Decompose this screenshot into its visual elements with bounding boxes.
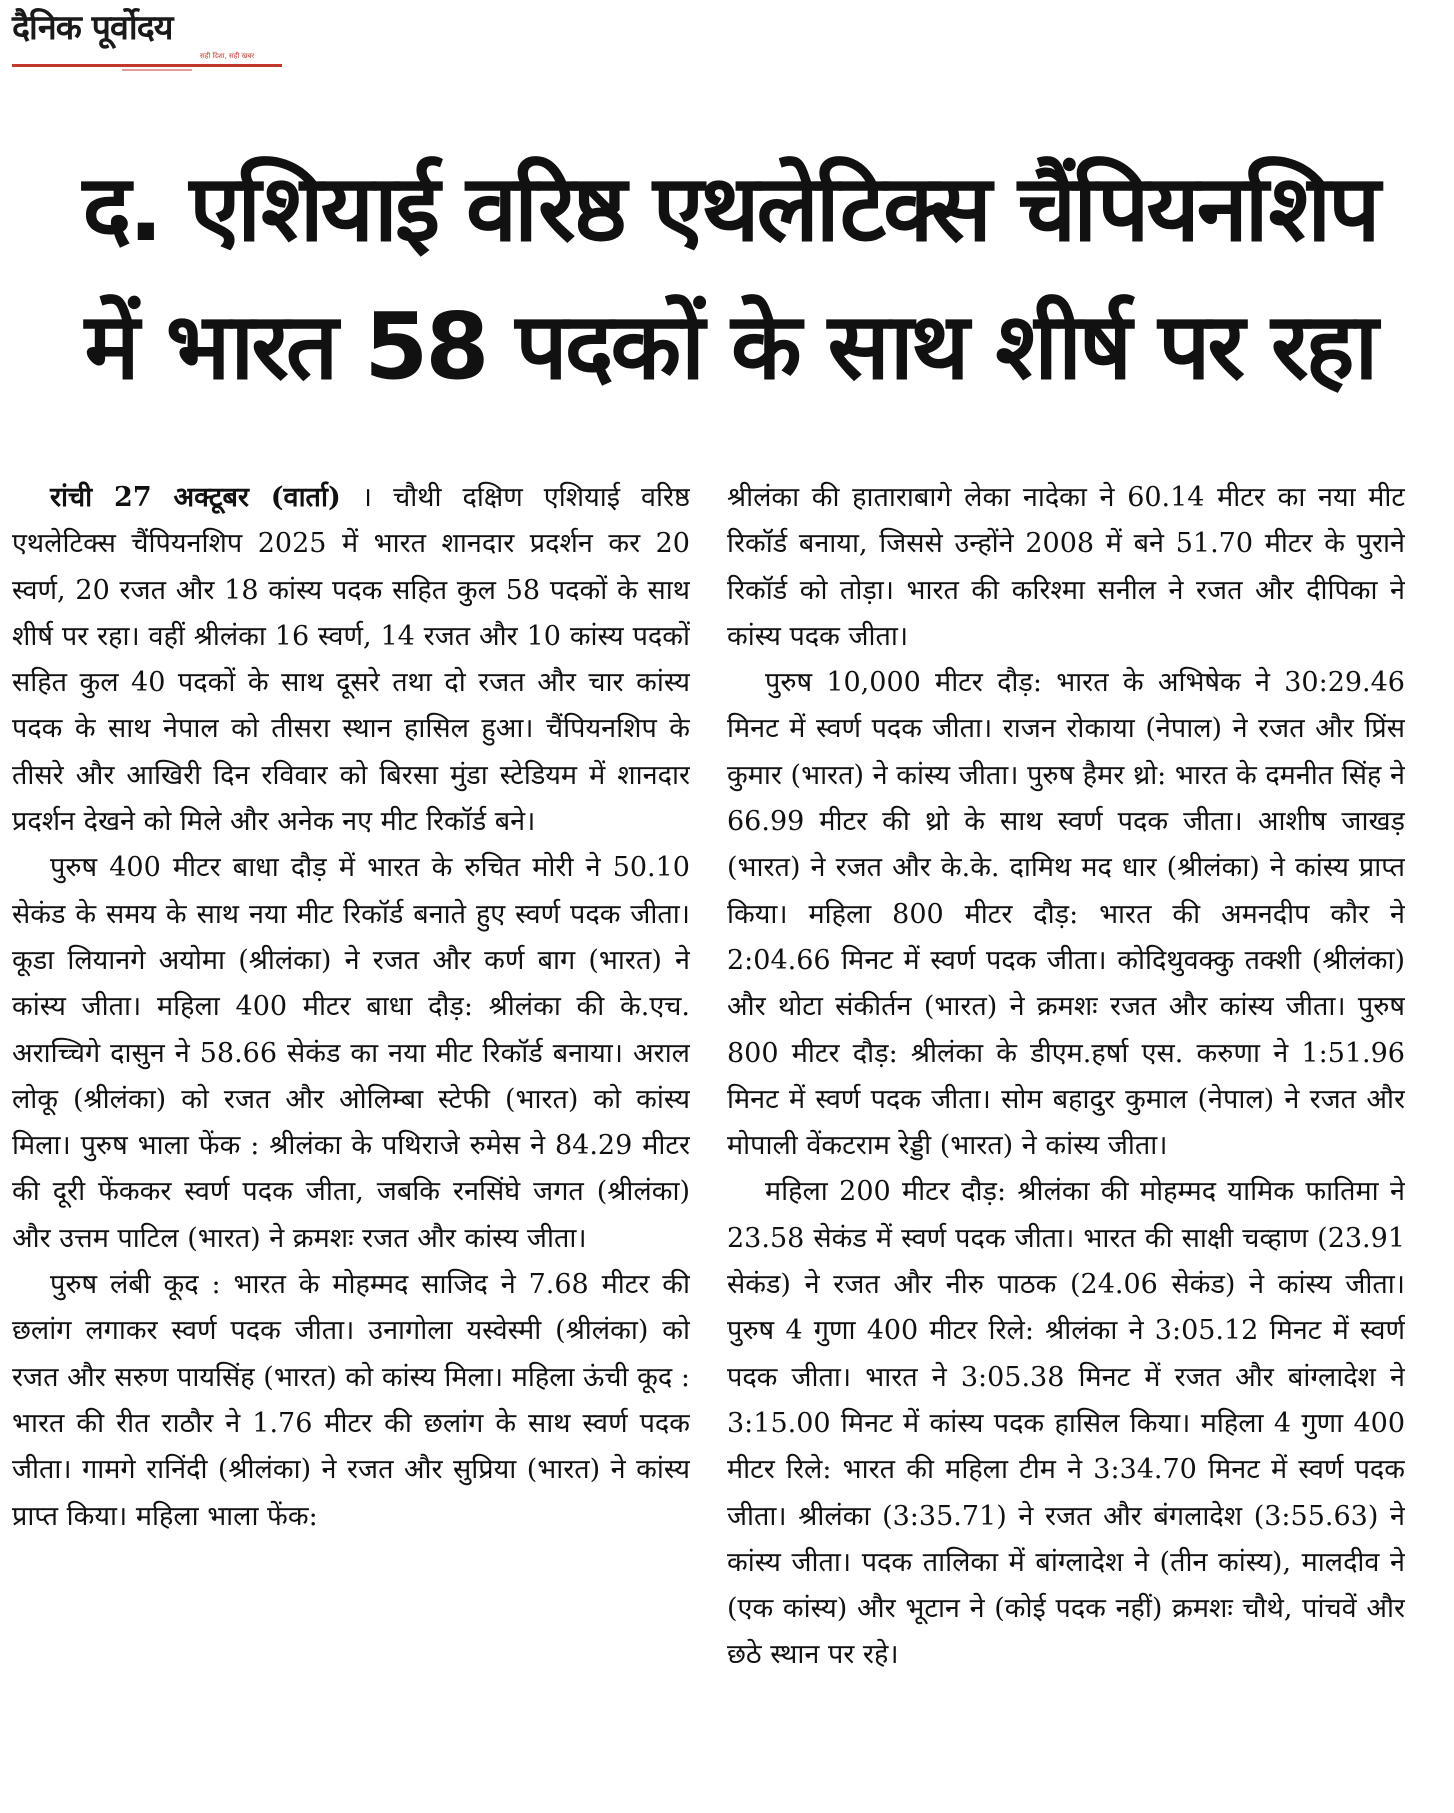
article-paragraph: श्रीलंका की हाताराबागे लेका नादेका ने 60.14 मीटर का नया मीट रिकॉर्ड बनाया, जिससे उन्होंने 2008 में बने 51.70 मीटर के पुराने रिकॉर्ड को तोड़ा। भारत की करिश्मा सनील ने रजत और दीपिका ने कांस्य पदक जीता। (727, 482, 1405, 652)
article-column-left (12, 475, 690, 1810)
masthead (12, 6, 292, 76)
article-column-right (727, 475, 1405, 1810)
article-paragraph: पुरुष 10,000 मीटर दौड़: भारत के अभिषेक ने 30:29.46 मिनट में स्वर्ण पदक जीता। राजन रोकाया (नेपाल) ने रजत और प्रिंस कुमार (भारत) ने कांस्य जीता। पुरुष हैमर थ्रो: भारत के दमनीत सिंह ने 66.99 मीटर की थ्रो के साथ स्वर्ण पदक जीता। आशीष जाखड़ (भारत) ने रजत और के.के. दामिथ मद धार (श्रीलंका) ने कांस्य प्राप्त किया। महिला 800 मीटर दौड़: भारत की अमनदीप कौर ने 2:04.66 मिनट में स्वर्ण पदक जीता। कोदिथुवक्कु तक्शी (श्रीलंका) और थोटा संकीर्तन (भारत) ने क्रमशः रजत और कांस्य जीता। पुरुष 800 मीटर दौड़: श्रीलंका के डीएम.हर्षा एस. करुणा ने 1:51.96 मिनट में स्वर्ण पदक जीता। सोम बहादुर कुमाल (नेपाल) ने रजत और मोपाली वेंकटराम रेड्डी (भारत) ने कांस्य जीता। (727, 667, 1405, 1162)
article-paragraph: पुरुष लंबी कूद : भारत के मोहम्मद साजिद ने 7.68 मीटर की छलांग लगाकर स्वर्ण पदक जीता। उनागोला यस्वेस्मी (श्रीलंका) को रजत और सरुण पायसिंह (भारत) को कांस्य मिला। महिला ऊंची कूद : भारत की रीत राठौर ने 1.76 मीटर की छलांग के साथ स्वर्ण पदक जीता। गामगे रानिंदी (श्रीलंका) ने रजत और सुप्रिया (भारत) ने कांस्य प्राप्त किया। महिला भाला फेंक: (12, 1269, 690, 1532)
dateline: रांची 27 अक्टूबर (वार्ता) (50, 482, 341, 513)
newspaper-logo: दैनिक पूर्वोदय (12, 8, 173, 48)
masthead-rule-small (122, 69, 192, 71)
newspaper-tagline: सही दिशा, सही खबर (200, 52, 255, 60)
article-headline (30, 140, 1430, 416)
masthead-rule (12, 64, 282, 67)
article-paragraph (12, 475, 690, 845)
headline-line-1: द. एशियाई वरिष्ठ एथलेटिक्स चैंपियनशिप (82, 155, 1378, 262)
article-paragraph: महिला 200 मीटर दौड़: श्रीलंका की मोहम्मद यामिक फातिमा ने 23.58 सेकंड में स्वर्ण पदक जीता। भारत की साक्षी चव्हाण (23.91 सेकंड) ने रजत और नीरु पाठक (24.06 सेकंड) ने कांस्य जीता। पुरुष 4 गुणा 400 मीटर रिले: श्रीलंका ने 3:05.12 मिनट में स्वर्ण पदक जीता। भारत ने 3:05.38 मिनट में रजत और बांग्लादेश ने 3:15.00 मिनट में कांस्य पदक हासिल किया। महिला 4 गुणा 400 मीटर रिले: भारत की महिला टीम ने 3:34.70 मिनट में स्वर्ण पदक जीता। श्रीलंका (3:35.71) ने रजत और बंगलादेश (3:55.63) ने कांस्य जीता। पदक तालिका में बांग्लादेश ने (तीन कांस्य), मालदीव ने (एक कांस्य) और भूटान ने (कोई पदक नहीं) क्रमशः चौथे, पांचवें और छठे स्थान पर रहे। (727, 1176, 1405, 1671)
paragraph-text: । चौथी दक्षिण एशियाई वरिष्ठ एथलेटिक्स चैंपियनशिप 2025 में भारत शानदार प्रदर्शन कर 20 स्वर्ण, 20 रजत और 18 कांस्य पदक सहित कुल 58 पदकों के साथ शीर्ष पर रहा। वहीं श्रीलंका 16 स्वर्ण, 14 रजत और 10 कांस्य पदकों सहित कुल 40 पदकों के साथ दूसरे तथा दो रजत और चार कांस्य पदक के साथ नेपाल को तीसरा स्थान हासिल हुआ। चैंपियनशिप के तीसरे और आखिरी दिन रविवार को बिरसा मुंडा स्टेडियम में शानदार प्रदर्शन देखने को मिले और अनेक नए मीट रिकॉर्ड बने। (12, 482, 690, 838)
headline-line-2: में भारत 58 पदकों के साथ शीर्ष पर रहा (84, 293, 1376, 400)
article-paragraph: पुरुष 400 मीटर बाधा दौड़ में भारत के रुचित मोरी ने 50.10 सेकंड के समय के साथ नया मीट रिकॉर्ड बनाते हुए स्वर्ण पदक जीता। कूडा लियानगे अयोमा (श्रीलंका) ने रजत और कर्ण बाग (भारत) ने कांस्य जीता। महिला 400 मीटर बाधा दौड़: श्रीलंका की के.एच. अराच्चिगे दासुन ने 58.66 सेकंड का नया मीट रिकॉर्ड बनाया। अराल लोकू (श्रीलंका) को रजत और ओलिम्बा स्टेफी (भारत) को कांस्य मिला। पुरुष भाला फेंक : श्रीलंका के पथिराजे रुमेस ने 84.29 मीटर की दूरी फेंककर स्वर्ण पदक जीता, जबकि रनसिंघे जगत (श्रीलंका) और उत्तम पाटिल (भारत) ने क्रमशः रजत और कांस्य जीता। (12, 852, 690, 1254)
